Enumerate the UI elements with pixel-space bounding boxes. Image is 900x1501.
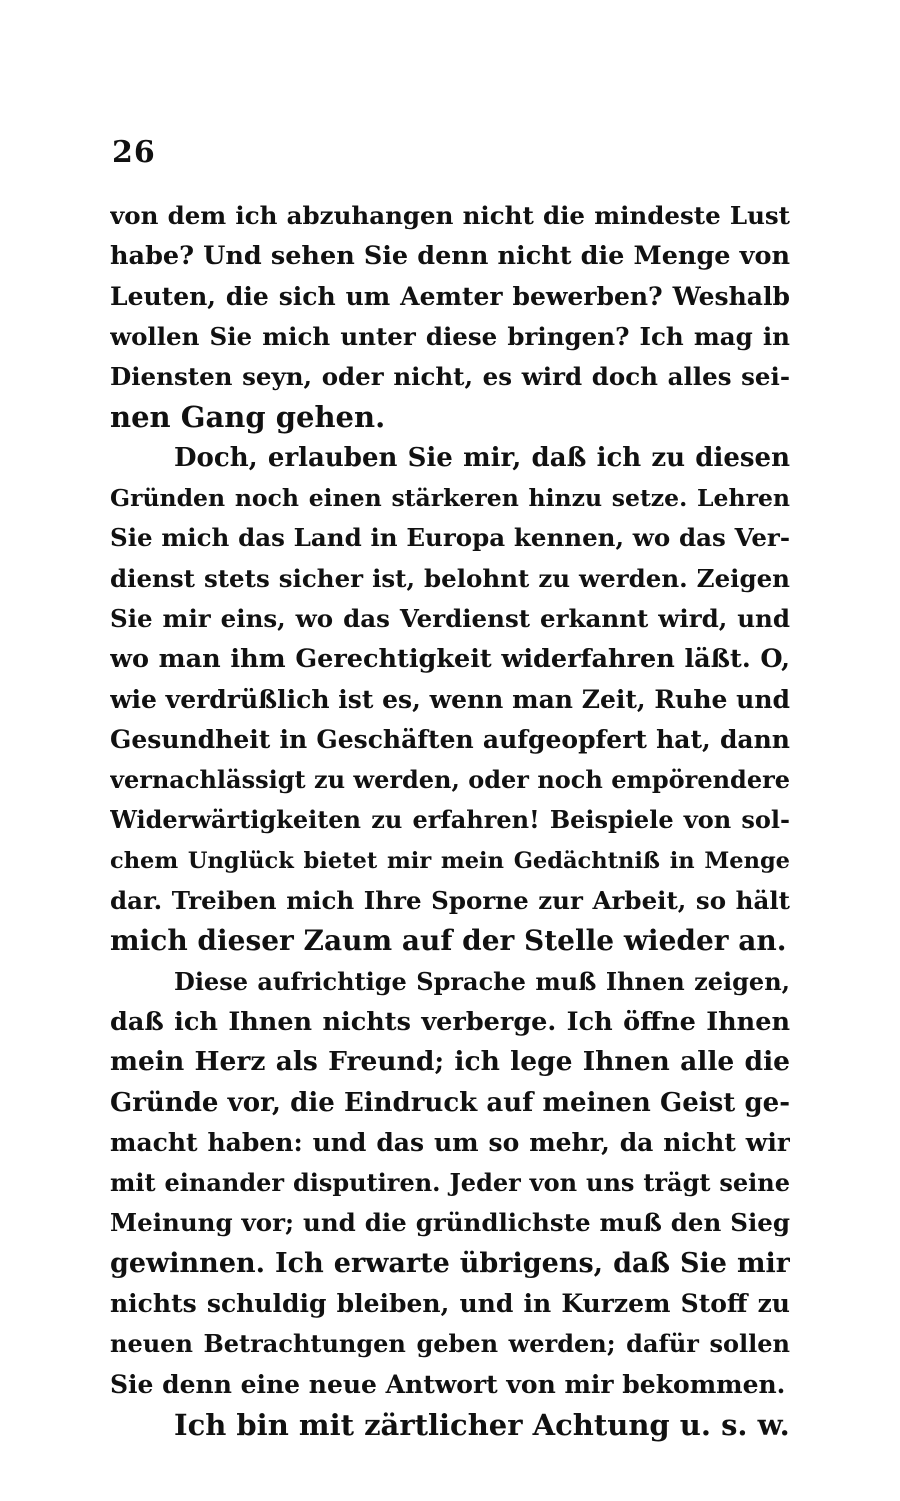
text-line: nichts schuldig bleiben, und in Kurzem Stoff zu (110, 1289, 790, 1319)
text-line: macht haben: und das um so mehr, da nicht wir (110, 1127, 790, 1157)
text-line: nen Gang gehen. (110, 400, 386, 435)
text-line: wie verdrüßlich ist es, wenn man Zeit, Ruhe und (110, 684, 790, 714)
page-number: 26 (112, 135, 156, 170)
text-line: Gründe vor, die Eindruck auf meinen Geist ge- (110, 1087, 790, 1118)
text-line: chem Unglück bietet mir mein Gedächtniß in Menge (110, 847, 790, 874)
text-line: vernachlässigt zu werden, oder noch empörendere (110, 765, 790, 795)
text-line: Sie mir eins, wo das Verdienst erkannt wird, und (110, 603, 790, 633)
text-line: habe? Und sehen Sie denn nicht die Menge von (110, 241, 790, 272)
text-line: Widerwärtigkeiten zu erfahren! Beispiele von sol- (110, 805, 790, 835)
text-line: mich dieser Zaum auf der Stelle wieder an. (110, 924, 787, 958)
text-line: dienst stets sicher ist, belohnt zu werden. Zeigen (110, 563, 790, 593)
text-line: mit einander disputiren. Jeder von uns trägt seine (110, 1168, 790, 1198)
text-line: gewinnen. Ich erwarte übrigens, daß Sie mir (110, 1247, 790, 1279)
text-line: Gründen noch einen stärkeren hinzu setze. Lehren (110, 484, 790, 513)
text-line: Diensten seyn, oder nicht, es wird doch alles sei- (110, 362, 790, 392)
text-line: Leuten, die sich um Aemter bewerben? Weshalb (110, 281, 790, 311)
text-line: daß ich Ihnen nichts verberge. Ich öffne Ihnen (110, 1006, 790, 1037)
text-line: Sie denn eine neue Antwort von mir bekommen. (110, 1369, 786, 1399)
text-line: Doch, erlauben Sie mir, daß ich zu diesen (174, 442, 790, 473)
body-text (110, 196, 790, 1445)
text-line: mein Herz als Freund; ich lege Ihnen alle die (110, 1046, 790, 1078)
text-line: Ich bin mit zärtlicher Achtung u. s. w. (174, 1407, 790, 1442)
text-line: Diese aufrichtige Sprache muß Ihnen zeigen, (174, 966, 790, 996)
text-line: neuen Betrachtungen geben werden; dafür sollen (110, 1329, 790, 1359)
text-line: Meinung vor; und die gründlichste muß den Sieg (110, 1208, 790, 1238)
text-line: von dem ich abzuhangen nicht die mindeste Lust (110, 201, 790, 230)
text-line: wollen Sie mich unter diese bringen? Ich mag in (110, 321, 790, 351)
text-line: dar. Treiben mich Ihre Sporne zur Arbeit, so hält (110, 886, 790, 916)
text-line: Sie mich das Land in Europa kennen, wo das Ver- (110, 523, 790, 553)
text-line: wo man ihm Gerechtigkeit widerfahren läßt. O, (110, 644, 790, 675)
text-line: Gesundheit in Geschäften aufgeopfert hat, dann (110, 724, 790, 754)
